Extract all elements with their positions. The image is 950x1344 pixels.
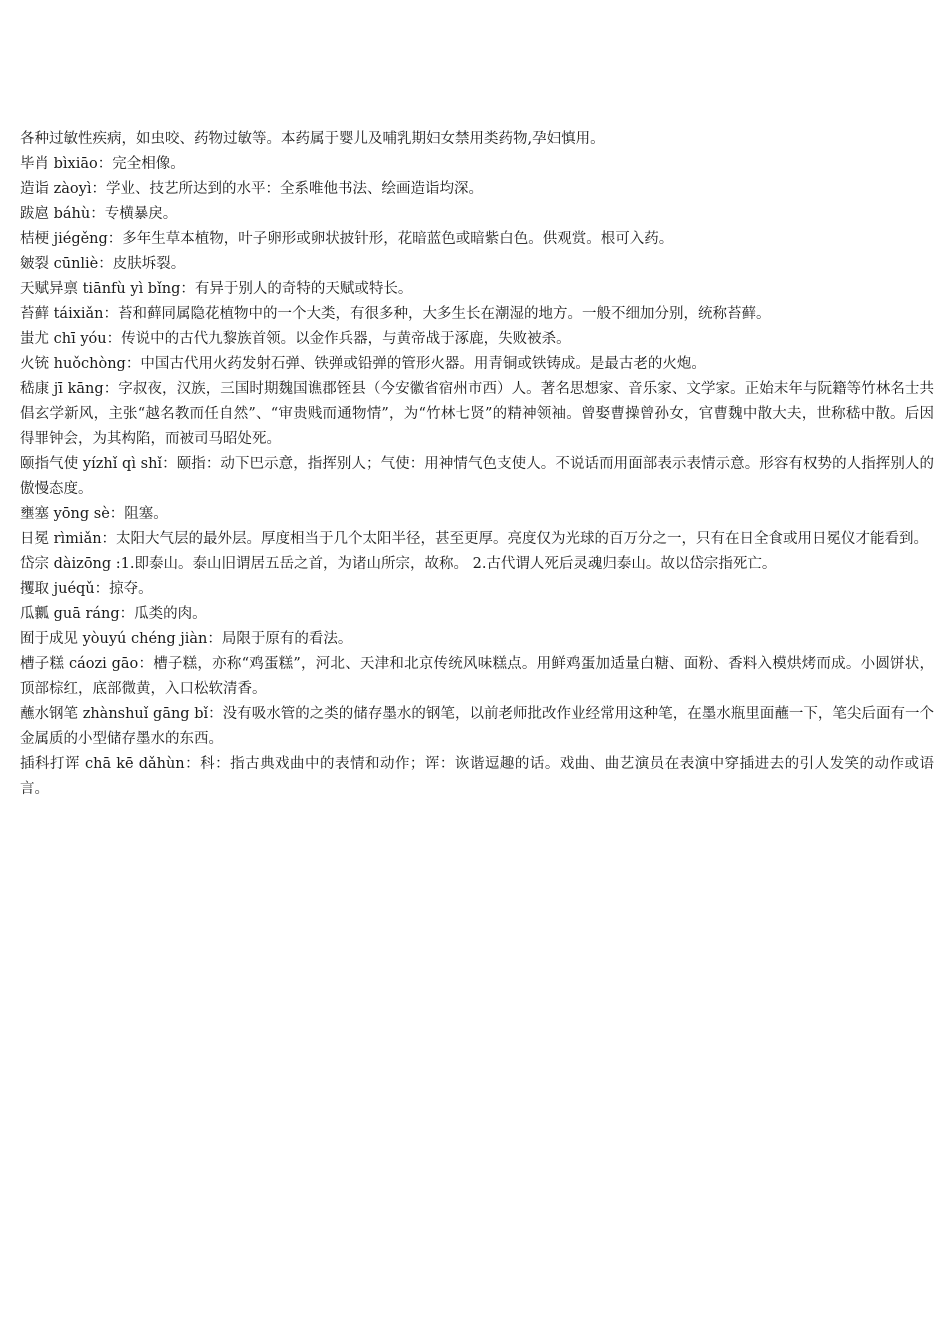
entry-bahu: 跋扈 báhù：专横暴戾。 xyxy=(20,206,178,222)
entry-caozigao: 槽子糕 cáozi gāo：槽子糕，亦称“鸡蛋糕”，河北、天津和北京传统风味糕点。用鲜鸡蛋加适量白糖、面粉、香料入模烘烤而成。小圆饼状，顶部棕红，底部微黄，入口松软清香。 xyxy=(20,656,934,697)
entry-chake-dahun: 插科打诨 chā kē dǎhùn：科：指古典戏曲中的表情和动作；诨：诙谐逗趣的话。戏曲、曲艺演员在表演中穿插进去的引人发笑的动作或语言。 xyxy=(20,756,934,797)
document-body xyxy=(20,127,934,802)
entry-tianfu-yibing: 天赋异禀 tiānfù yì bǐng：有异于别人的奇特的天赋或特长。 xyxy=(20,281,413,297)
entry-juequ: 攫取 juéqǔ：掠夺。 xyxy=(20,581,153,597)
entry-zaoyi: 造诣 zàoyì：学业、技艺所达到的水平：全系唯他书法、绘画造诣均深。 xyxy=(20,181,483,197)
entry-allergy-continuation: 各种过敏性疾病，如虫咬、药物过敏等。本药属于婴儿及哺乳期妇女禁用类药物,孕妇慎用。 xyxy=(20,131,605,147)
entry-daizong: 岱宗 dàizōng :1.即泰山。泰山旧谓居五岳之首，为诸山所宗，故称。 2.古代谓人死后灵魂归泰山。故以岱宗指死亡。 xyxy=(20,556,777,572)
entry-cunlie: 皴裂 cūnliè：皮肤坼裂。 xyxy=(20,256,186,272)
entry-zhanshui-gangbi: 蘸水钢笔 zhànshuǐ gāng bǐ：没有吸水管的之类的储存墨水的钢笔，以前老师批改作业经常用这种笔，在墨水瓶里面蘸一下，笔尖后面有一个金属质的小型储存墨水的东西。 xyxy=(20,706,934,747)
entry-guarang: 瓜瓤 guā ráng：瓜类的肉。 xyxy=(20,606,207,622)
entry-taixian: 苔藓 táixiǎn：苔和藓同属隐花植物中的一个大类，有很多种，大多生长在潮湿的地方。一般不细加分别，统称苔藓。 xyxy=(20,306,771,322)
entry-bixiao: 毕肖 bìxiāo：完全相像。 xyxy=(20,156,185,172)
entry-rimian: 日冕 rìmiǎn：太阳大气层的最外层。厚度相当于几个太阳半径，甚至更厚。亮度仅为光球的百万分之一，只有在日全食或用日冕仪才能看到。 xyxy=(20,531,929,547)
entry-jiegeng: 桔梗 jiégěng：多年生草本植物，叶子卵形或卵状披针形，花暗蓝色或暗紫白色。供观赏。根可入药。 xyxy=(20,231,674,247)
entry-youyu-chengjian: 囿于成见 yòuyú chéng jiàn：局限于原有的看法。 xyxy=(20,631,353,647)
entry-jikang: 嵇康 jī kāng：字叔夜，汉族，三国时期魏国谯郡铚县（今安徽省宿州市西）人。著名思想家、音乐家、文学家。正始末年与阮籍等竹林名士共倡玄学新风，主张“越名教而任自然”、“审贵贱而通物情”，为“竹林七贤”的精神领袖。曾娶曹操曾孙女，官曹魏中散大夫，世称嵇中散。后因得罪钟会，为其构陷，而被司马昭处死。 xyxy=(20,381,934,447)
entry-huochong: 火铳 huǒchòng：中国古代用火药发射石弹、铁弹或铅弹的管形火器。用青铜或铁铸成。是最古老的火炮。 xyxy=(20,356,706,372)
entry-chiyou: 蚩尤 chī yóu：传说中的古代九黎族首领。以金作兵器，与黄帝战于涿鹿，失败被杀。 xyxy=(20,331,571,347)
entry-yizhi-qishi: 颐指气使 yízhǐ qì shǐ：颐指：动下巴示意，指挥别人；气使：用神情气色支使人。不说话而用面部表示表情示意。形容有权势的人指挥别人的傲慢态度。 xyxy=(20,456,934,497)
entry-yongse: 壅塞 yōng sè：阻塞。 xyxy=(20,506,168,522)
